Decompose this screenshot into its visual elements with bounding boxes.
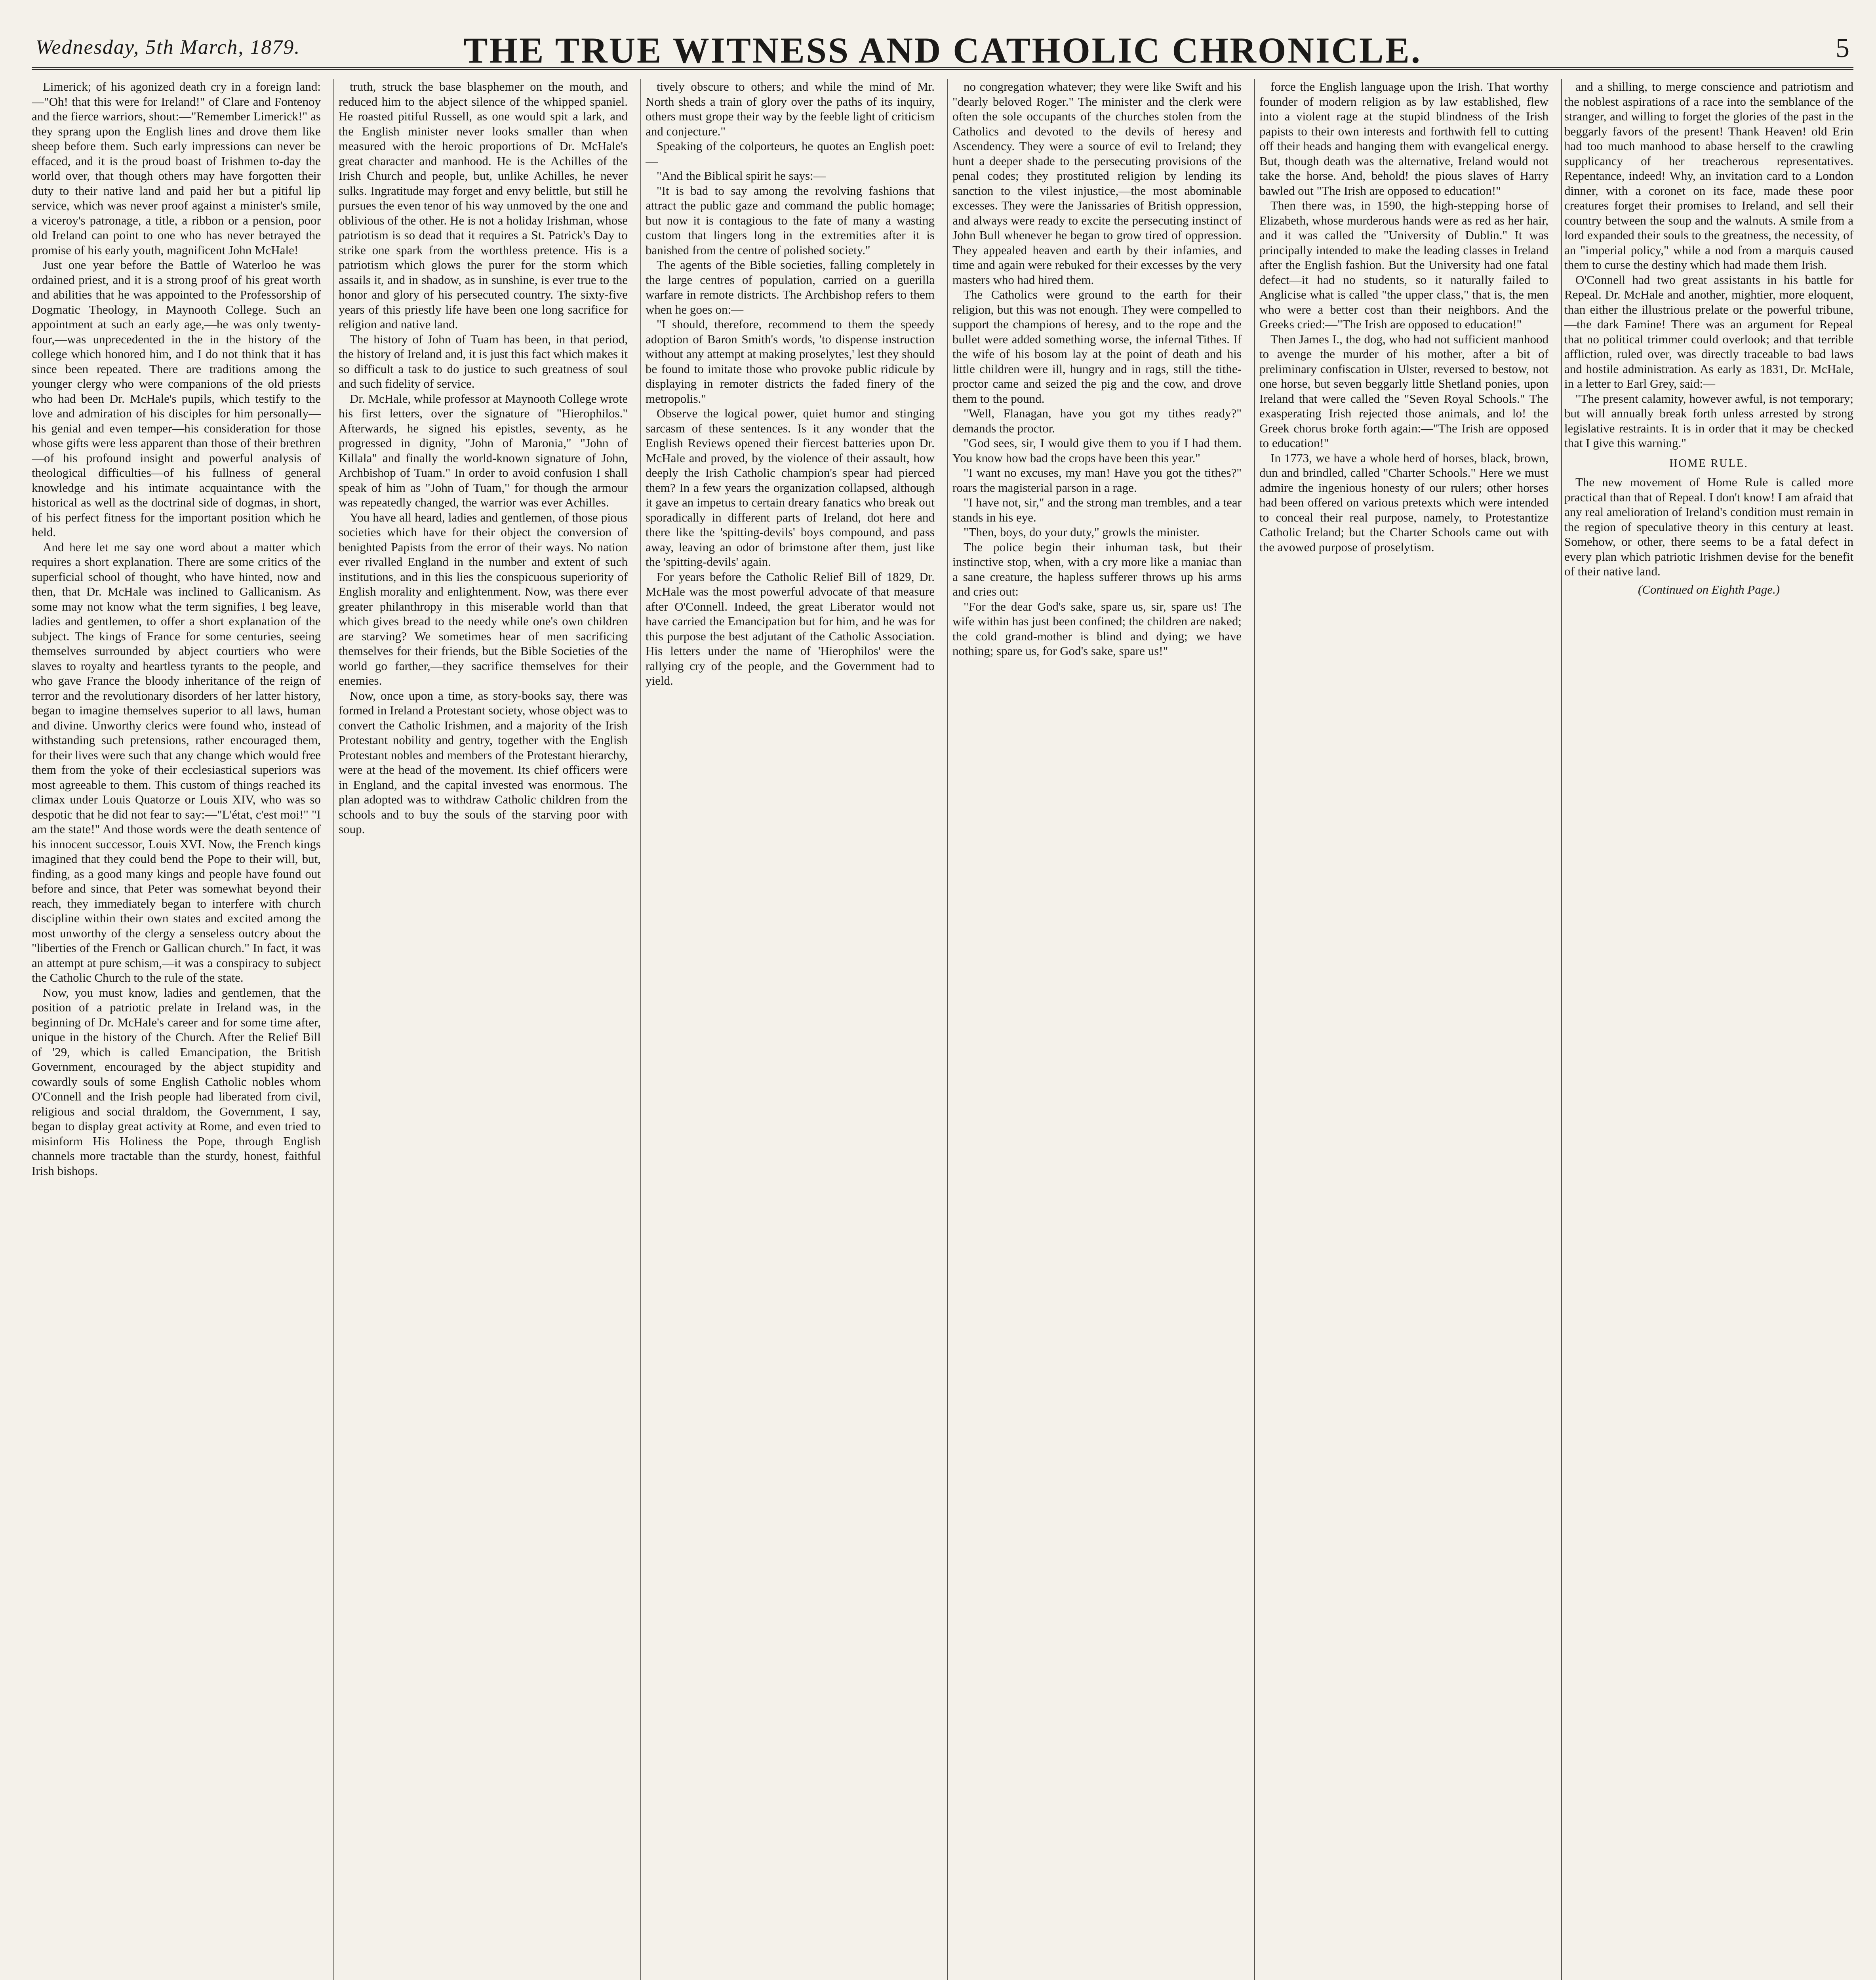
article-paragraph: "I want no excuses, my man! Have you got the tithes?" roars the magisterial parson in a rage. bbox=[952, 466, 1242, 495]
article-paragraph: Now, once upon a time, as story-books say, there was formed in Ireland a Protestant society, whose object was to convert the Catholic Irishmen, and a majority of the Irish Protestant nobility and gentry, together with the English Protestant nobles and members of the Protestant hierarchy, were at the head of the movement. Its chief officers were in England, and the capital invested was enormous. The plan adopted was to withdraw Catholic children from the schools and to buy the souls of the starving poor with soup. bbox=[339, 688, 628, 836]
column-1 bbox=[32, 79, 321, 1980]
column-rule bbox=[640, 79, 641, 1980]
columns-area bbox=[32, 79, 1853, 1980]
column-rule bbox=[1561, 79, 1562, 1980]
column-5 bbox=[1259, 79, 1548, 1980]
newspaper-title: THE TRUE WITNESS AND CATHOLIC CHRONICLE. bbox=[463, 30, 1422, 70]
article-paragraph: Limerick; of his agonized death cry in a foreign land:—"Oh! that this were for Ireland!" of Clare and Fontenoy and the fierce warriors, shout:—"Remember Limerick!" as they sprang upon the English lines and drove them like sheep before them. Such early impressions can never be effaced, and it is the proud boast of Irishmen to-day the world over, that though others may have forgotten their duty to their native land and paid her but a pitiful lip service, which was never proof against a minister's smile, a viceroy's patronage, a title, a ribbon or a pension, poor old Ireland can point to one who has never betrayed the promise of his early youth, magnificent John McHale! bbox=[32, 80, 321, 257]
article-paragraph: Then James I., the dog, who had not sufficient manhood to avenge the murder of his mother, after a bit of preliminary confiscation in Ulster, reversed to bestow, not one horse, but seven beggarly little Shetland ponies, upon Ireland that were called the "Seven Royal Schools." The exasperating Irish rejected those animals, and lo! the Greek chorus broke forth again:—"The Irish are opposed to education!" bbox=[1259, 332, 1548, 450]
article-paragraph: "I should, therefore, recommend to them the speedy adoption of Baron Smith's words, 'to dispense instruction without any attempt at making proselytes,' lest they should be found to imitate those who provoke public ridicule by displaying in remoter districts the faded finery of the metropolis." bbox=[646, 317, 935, 406]
article-paragraph: "Then, boys, do your duty," growls the minister. bbox=[964, 525, 1200, 539]
article-paragraph: The Catholics were ground to the earth for their religion, but this was not enough. They were compelled to support the champions of heresy, and to the rope and the bullet were added something worse, the infernal Tithes. If the wife of his bosom lay at the point of death and his little children were ill, hungry and in rags, still the tithe-proctor came and seized the pig and the cow, and drove them to the pound. bbox=[952, 287, 1242, 406]
issue-date: Wednesday, 5th March, 1879. bbox=[36, 36, 301, 59]
article-paragraph: Now, you must know, ladies and gentlemen, that the position of a patriotic prelate in Ireland was, in the beginning of Dr. McHale's career and for some time after, unique in the history of the Church. After the Relief Bill of '29, which is called Emancipation, the British Government, encouraged by the abject stupidity and cowardly souls of some English Catholic nobles whom O'Connell and the Irish people had liberated from civil, religious and social thraldom, the Government, I say, began to display great activity at Rome, and even tried to misinform His Holiness the Pope, through English channels more tractable than the sturdy, honest, faithful Irish bishops. bbox=[32, 985, 321, 1178]
masthead bbox=[32, 24, 1853, 70]
article-paragraph: The new movement of Home Rule is called more practical than that of Repeal. I don't know! I am afraid that any real amelioration of Ireland's condition must remain in the region of speculative theory in this century at least. Somehow, or other, there seems to be a fatal defect in every plan which patriotic Irishmen devise for the benefit of their native land. bbox=[1564, 475, 1853, 578]
article-paragraph: The history of John of Tuam has been, in that period, the history of Ireland and, it is just this fact which makes it so difficult a task to do justice to such greatness of soul and such fidelity of service. bbox=[339, 332, 628, 390]
article-paragraph: "It is bad to say among the revolving fashions that attract the public gaze and command the public homage; but now it is contagious to the fate of many a wasting custom that lingers long in the extremities after it is banished from the centre of polished society." bbox=[646, 183, 935, 257]
article-paragraph: "God sees, sir, I would give them to you if I had them. You know how bad the crops have been this year." bbox=[952, 436, 1242, 465]
article-paragraph: "And the Biblical spirit he says:— bbox=[657, 169, 826, 183]
article-paragraph: truth, struck the base blasphemer on the mouth, and reduced him to the abject silence of the whipped spaniel. He roasted pitiful Russell, as one would spit a lark, and the English minister never looks smaller than when measured with the heroic proportions of Dr. McHale's great character and manhood. He is the Achilles of the Irish Church and people, but, unlike Achilles, he never sulks. Ingratitude may forget and envy belittle, but still he pursues the even tenor of his way unmoved by the one and oblivious of the other. He is not a holiday Irishman, whose patriotism is so dead that it requires a St. Patrick's Day to strike one spark from the worthless pretence. His is a patriotism which glows the purer for the storm which assails it, and in shadow, as in sunshine, is ever true to the honor and glory of his persecuted country. The sixty-five years of this priestly life have been one long sacrifice for religion and native land. bbox=[339, 80, 628, 331]
article-paragraph: "Well, Flanagan, have you got my tithes ready?" demands the proctor. bbox=[952, 406, 1242, 435]
column-rule bbox=[947, 79, 948, 1980]
column-3 bbox=[646, 79, 935, 1980]
article-paragraph: force the English language upon the Irish. That worthy founder of modern religion as by law established, flew into a violent rage at the stupid blindness of the Irish papists to their own interests and forthwith fell to cutting off their heads and hanging them with evangelical energy. But, though death was the alternative, Ireland would not take the horse. And, behold! the pious slaves of Harry bawled out "The Irish are opposed to education!" bbox=[1259, 80, 1548, 198]
article-paragraph: In 1773, we have a whole herd of horses, black, brown, dun and brindled, called "Charter Schools." Here we must admire the ingenious honesty of our rulers; other horses had been offered on various pretexts which were intended to conceal their real purpose, namely, to Protestantize Catholic Ireland; but the Charter Schools came out with the avowed purpose of proselytism. bbox=[1259, 451, 1548, 554]
article-paragraph: Just one year before the Battle of Waterloo he was ordained priest, and it is a strong proof of his great worth and abilities that he was appointed to the Professorship of Dogmatic Theology, in Maynooth College. Such an appointment at such an early age,—he was only twenty-four,—was unprecedented in the in the history of the college which honored him, and I do not think that it has since been repeated. There are traditions among the younger clergy who were companions of the old priests who had been Dr. McHale's pupils, which testify to the love and admiration of his disciples for him personally—his genial and even temper—his consideration for those whose gifts were less apparent than those of their brethren—of his profound insight and powerful analysis of theological difficulties—of his fullness of general knowledge and his intimate acquaintance with the historical as well as the doctrinal side of dogmas, in short, of his perfect fitness for the important position which he held. bbox=[32, 258, 321, 539]
article-paragraph: "The present calamity, however awful, is not temporary; but will annually break forth unless arrested by strong legislative restraints. It is in order that it may be checked that I give this warning." bbox=[1564, 391, 1853, 450]
article-paragraph: You have all heard, ladies and gentlemen, of those pious societies which have for their object the conversion of benighted Papists from the error of their ways. No nation ever rivalled England in the number and extent of such institutions, and in this lies the conspicuous superiority of English morality and enlightenment. Now, was there ever greater philanthropy in this miserable world than that which gives bread to the needy while one's own children are starving? We sometimes hear of men sacrificing themselves for their friends, but the Bible Societies of the world go farther,—they sacrifice themselves for their enemies. bbox=[339, 510, 628, 687]
article-paragraph: "For the dear God's sake, spare us, sir, spare us! The wife within has just been confined; the children are naked; the cold grand-mother is blind and dying; we have nothing; spare us, for God's sake, spare us!" bbox=[952, 599, 1242, 658]
column-2 bbox=[339, 79, 628, 1980]
article-paragraph: The agents of the Bible societies, falling completely in the large centres of population, carried on a guerilla warfare in remote districts. The Archbishop refers to them when he goes on:— bbox=[646, 258, 935, 316]
column-6 bbox=[1564, 79, 1853, 1980]
newspaper-page bbox=[32, 24, 1853, 1980]
article-paragraph: O'Connell had two great assistants in his battle for Repeal. Dr. McHale and another, mightier, more eloquent, than either the illustrious prelate or the powerful tribune,—the dark Famine! There was an argument for Repeal that no political trimmer could overlook; and that terrible affliction, ruled over, was directly traceable to bad laws and hostile administration. As early as 1831, Dr. McHale, in a letter to Earl Grey, said:— bbox=[1564, 272, 1853, 390]
column-rule bbox=[1254, 79, 1255, 1980]
page-number: 5 bbox=[1836, 33, 1849, 63]
article-paragraph: Speaking of the colporteurs, he quotes an English poet:— bbox=[646, 139, 935, 168]
article-paragraph: And here let me say one word about a matter which requires a short explanation. There are some critics of the superficial school of thought, who have hinted, now and then, that Dr. McHale was inclined to Gallicanism. As some may not know what the term signifies, I beg leave, ladies and gentlemen, to offer a short explanation of the subject. The kings of France for some centuries, seeing themselves surrounded by abject courtiers who were slaves to royalty and heartless tyrants to the people, and who gave France the bloody inheritance of the reign of terror and the revolutionary disorders of her latter history, began to imagine themselves superior to all laws, human and divine. Unworthy clerics were found who, instead of withstanding such pretensions, rather encouraged them, for their lives were such that any change which would free them from the yoke of their ecclesiastical superiors was most agreeable to them. This custom of things reached its climax under Louis Quatorze or Louis XIV, who was so despotic that he did not fear to say:—"L'état, c'est moi!" "I am the state!" And those words were the death sentence of his innocent successor, Louis XVI. Now, the French kings imagined that they could bend the Pope to their will, but, finding, as a good many kings and people have found out before and since, that Peter was somewhat beyond their reach, they immediately began to interfere with church discipline within their own states and excited among the most unworthy of the clergy a senseless outcry about the "liberties of the French or Gallican church." In fact, it was an attempt at pure schism,—it was a conspiracy to subject the Catholic Church to the rule of the state. bbox=[32, 540, 321, 984]
article-paragraph: HOME RULE. bbox=[1669, 457, 1748, 470]
article-paragraph: Then there was, in 1590, the high-stepping horse of Elizabeth, whose murderous hands were as red as her hair, and it was called the "University of Dublin." It was principally intended to make the leading classes in Ireland after the English fashion. But the University had one fatal defect—it had no students, so it naturally failed to Anglicise what is called "the upper class," that is, the men who were a better cost than their neighbors. And the Greeks cried:—"The Irish are opposed to education!" bbox=[1259, 198, 1548, 331]
article-paragraph: and a shilling, to merge conscience and patriotism and the noblest aspirations of a race into the semblance of the stranger, and willing to forget the glories of the past in the beggarly favors of the present! Thank Heaven! old Erin had too much manhood to abase herself to the crawling supplicancy of her treacherous representatives. Repentance, indeed! Why, an invitation card to a London dinner, with a coronet on its face, made these poor creatures forget their promises to Ireland, and sell their country between the soup and the walnuts. A smile from a lord expanded their souls to the greatness, the necessity, of an "imperial policy," while a nod from a marquis caused them to curse the destiny which had made them Irish. bbox=[1564, 80, 1853, 272]
article-paragraph: For years before the Catholic Relief Bill of 1829, Dr. McHale was the most powerful advocate of that measure after O'Connell. Indeed, the great Liberator would not have carried the Emancipation but for him, and he was for this purpose the best adjutant of the Catholic Association. His letters under the name of 'Hierophilos' were the rallying cry of the people, and the Government had to yield. bbox=[646, 569, 935, 687]
column-rule bbox=[333, 79, 334, 1980]
article-paragraph: "I have not, sir," and the strong man trembles, and a tear stands in his eye. bbox=[952, 495, 1242, 524]
article-paragraph: no congregation whatever; they were like Swift and his "dearly beloved Roger." The minister and the clerk were often the sole occupants of the churches stolen from the Catholics and devoted to the devils of heresy and Ascendency. They were a source of evil to Ireland; they hunt a deeper shade to the persecuting provisions of the penal codes; they prostituted religion by lending its sanction to the vilest injustice,—the most abominable excesses. They were the Janissaries of British oppression, and always were ready to excite the persecuting instinct of John Bull whenever he began to grow tired of oppression. They appealed heaven and earth by their infamies, and time and again were rebuked for their excesses by the very masters who had hired them. bbox=[952, 80, 1242, 287]
article-paragraph: (Continued on Eighth Page.) bbox=[1638, 582, 1780, 596]
column-4 bbox=[952, 79, 1242, 1980]
article-paragraph: tively obscure to others; and while the mind of Mr. North sheds a train of glory over the paths of its inquiry, others must grope their way by the feeble light of criticism and conjecture." bbox=[646, 80, 935, 138]
article-paragraph: Dr. McHale, while professor at Maynooth College wrote his first letters, over the signature of "Hierophilos." Afterwards, he signed his epistles, seventy, as he progressed in dignity, "John of Maronia," "John of Killala" and finally the world-known signature of John, Archbishop of Tuam." In order to avoid confusion I shall speak of him as "John of Tuam," for though the armour was repeatedly changed, the warrior was ever Achilles. bbox=[339, 391, 628, 509]
article-paragraph: Observe the logical power, quiet humor and stinging sarcasm of these sentences. Is it any wonder that the English Reviews opened their fiercest batteries upon Dr. McHale and proved, by the violence of their assault, how deeply the Irish Catholic champion's spear had pierced them? In a few years the organization collapsed, although it gave an impetus to certain dreary fanatics who break out sporadically in different parts of Ireland, dot here and there like the 'spitting-devils' boys compound, and pass away, leaving an odor of brimstone after them, just like the 'spitting-devils' again. bbox=[646, 406, 935, 569]
article-paragraph: The police begin their inhuman task, but their instinctive stop, when, with a cry more like a maniac than a sane creature, the hapless sufferer throws up his arms and cries out: bbox=[952, 540, 1242, 598]
